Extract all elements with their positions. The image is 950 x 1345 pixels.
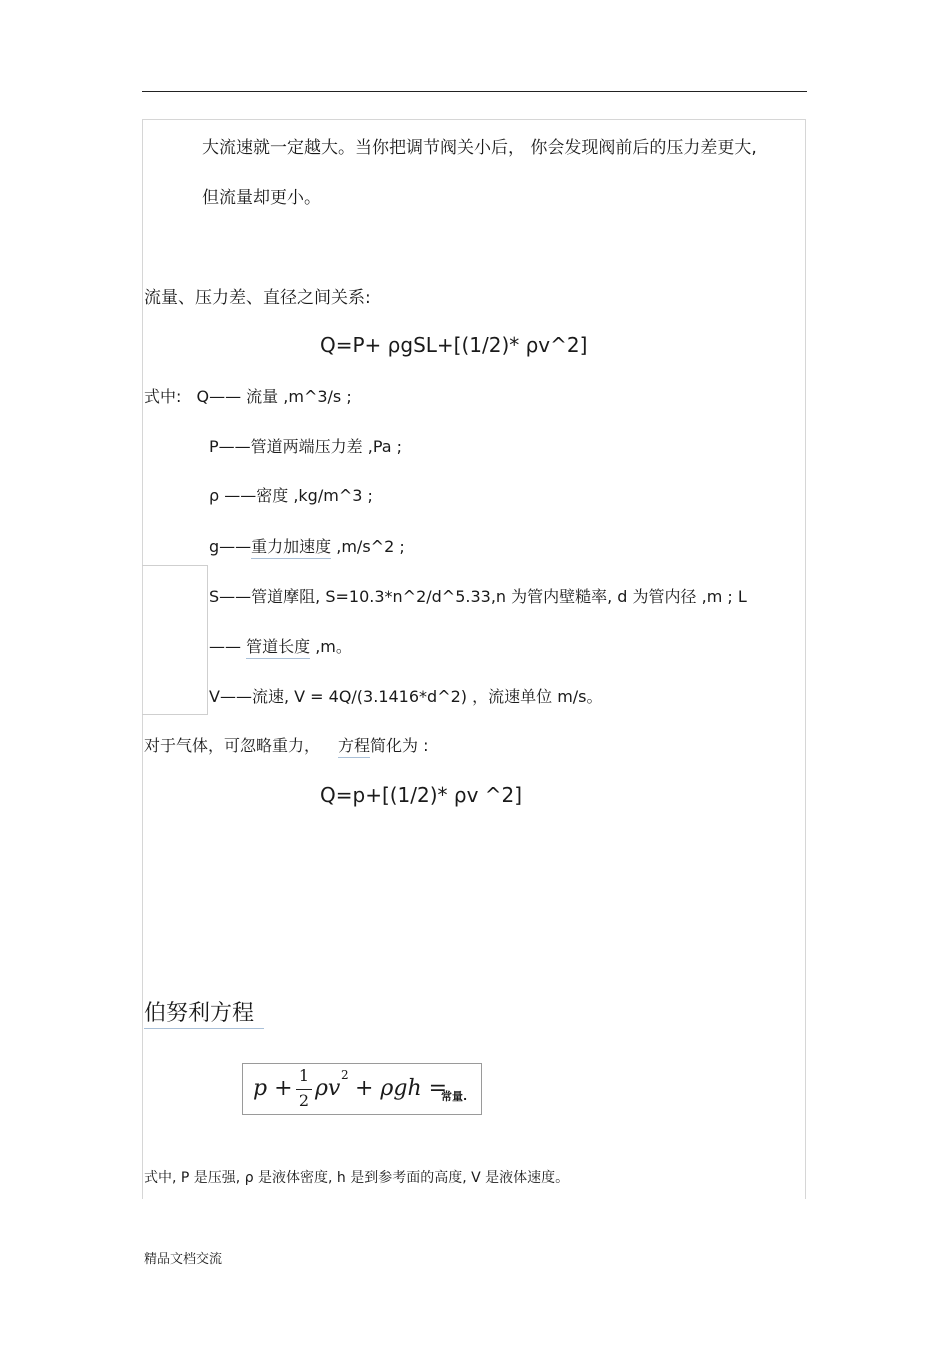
paragraph-line-1: 大流速就一定越大。当你把调节阀关小后， 你会发现阀前后的压力差更大, <box>202 138 757 158</box>
where-label: 式中: <box>144 387 182 406</box>
paragraph-line-2: 但流量却更小。 <box>202 188 321 208</box>
formula-rho-v: ρv <box>315 1076 341 1101</box>
def-l-prefix: —— <box>209 637 247 656</box>
bernoulli-heading-text[interactable]: 伯努利方程 <box>144 1001 264 1029</box>
def-p: P——管道两端压力差 ,Pa ; <box>209 437 403 456</box>
relation-title: 流量、压力差、直径之间关系: <box>144 288 371 308</box>
gas-suffix: 简化为 : <box>370 736 429 755</box>
def-g <box>209 534 405 557</box>
def-l-suffix: ,m。 <box>310 637 352 656</box>
equation-1: Q=P+ ρgSL+[(1/2)* ρv^2] <box>320 333 588 357</box>
formula-denominator: 2 <box>298 1091 310 1110</box>
content-frame <box>142 119 806 1199</box>
formula-numerator: 1 <box>298 1066 310 1085</box>
gas-prefix: 对于气体，可忽略重力， <box>144 736 321 755</box>
equation-link[interactable]: 方程 <box>338 736 370 758</box>
bernoulli-formula-image <box>242 1063 482 1115</box>
header-rule <box>142 91 807 92</box>
formula-constant: 常量. <box>441 1090 468 1103</box>
gravity-link[interactable]: 重力加速度 <box>251 537 331 559</box>
formula-p: p + <box>253 1076 293 1101</box>
def-l <box>209 634 352 657</box>
def-rho: ρ ——密度 ,kg/m^3 ; <box>209 486 373 505</box>
margin-box <box>142 565 208 715</box>
gas-line <box>144 733 429 756</box>
def-g-suffix: ,m/s^2 ; <box>331 537 405 556</box>
bernoulli-heading <box>144 996 264 1027</box>
where-lead <box>144 384 352 407</box>
formula-fraction-bar <box>296 1089 312 1090</box>
def-v: V——流速, V = 4Q/(3.1416*d^2) ，流速单位 m/s。 <box>209 687 603 706</box>
def-q: Q—— 流量 ,m^3/s ; <box>196 387 352 406</box>
def-g-prefix: g—— <box>209 537 252 556</box>
formula-square: 2 <box>341 1068 349 1082</box>
footer-text: 精品文档交流 <box>144 1252 223 1267</box>
formula-rest: + ρgh = <box>355 1076 448 1101</box>
pipe-length-link[interactable]: 管道长度 <box>246 637 310 659</box>
def-s: S——管道摩阻, S=10.3*n^2/d^5.33,n 为管内壁糙率, d 为管内径 ,m ; L <box>209 587 747 606</box>
explanation: 式中, P 是压强, ρ 是液体密度, h 是到参考面的高度, V 是液体速度。 <box>144 1170 570 1186</box>
equation-2: Q=p+[(1/2)* ρv ^2] <box>320 783 523 807</box>
